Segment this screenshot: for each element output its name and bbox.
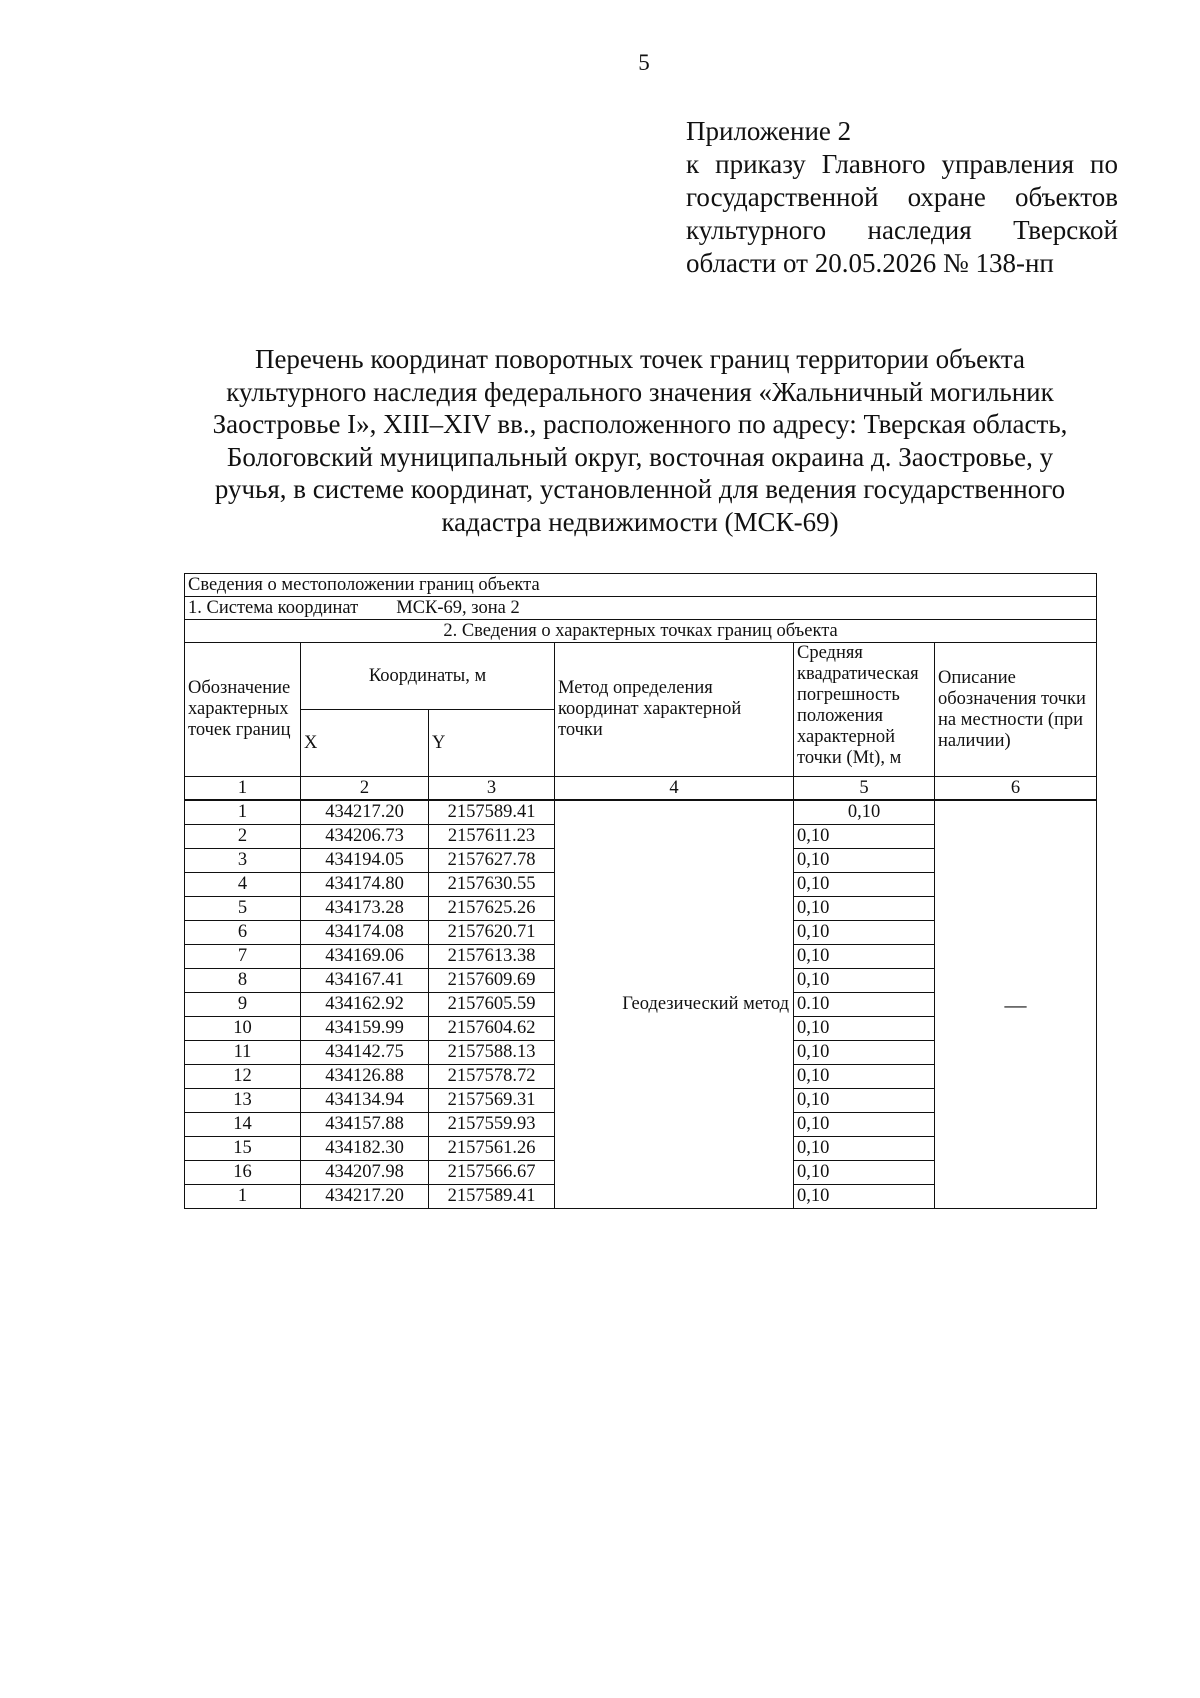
y-cell: 2157609.69 [429, 969, 555, 993]
header-coordinates: Координаты, м [301, 643, 555, 710]
appendix-header [686, 115, 1118, 280]
point-cell: 13 [185, 1089, 301, 1113]
precision-cell: 0,10 [794, 1113, 935, 1137]
header-method: Метод определения координат характерной точки [555, 643, 794, 777]
appendix-line: области от 20.05.2026 № 138-нп [686, 248, 1054, 278]
y-cell: 2157561.26 [429, 1137, 555, 1161]
x-cell: 434173.28 [301, 897, 429, 921]
point-cell: 2 [185, 825, 301, 849]
y-cell: 2157620.71 [429, 921, 555, 945]
title-line: кадастра недвижимости (МСК-69) [441, 506, 839, 537]
header-point-designation: Обозначение характерных точек границ [185, 643, 301, 777]
point-cell: 6 [185, 921, 301, 945]
y-cell: 2157613.38 [429, 945, 555, 969]
point-cell: 16 [185, 1161, 301, 1185]
x-cell: 434162.92 [301, 993, 429, 1017]
section-heading: 2. Сведения о характерных точках границ объекта [185, 620, 1097, 643]
table-row [185, 800, 1097, 825]
point-cell: 5 [185, 897, 301, 921]
coordinate-system-cell [185, 597, 1097, 620]
y-cell: 2157604.62 [429, 1017, 555, 1041]
precision-cell: 0,10 [794, 897, 935, 921]
point-cell: 7 [185, 945, 301, 969]
point-cell: 4 [185, 873, 301, 897]
point-cell: 12 [185, 1065, 301, 1089]
precision-cell: 0,10 [794, 1017, 935, 1041]
header-precision: Средняя квадратическая погрешность положения характерной точки (Mt), м [794, 643, 935, 777]
column-number: 5 [794, 777, 935, 801]
y-cell: 2157589.41 [429, 1185, 555, 1209]
precision-cell: 0,10 [794, 873, 935, 897]
x-cell: 434174.08 [301, 921, 429, 945]
x-cell: 434182.30 [301, 1137, 429, 1161]
point-cell: 15 [185, 1137, 301, 1161]
x-cell: 434217.20 [301, 800, 429, 825]
point-cell: 1 [185, 800, 301, 825]
y-cell: 2157627.78 [429, 849, 555, 873]
document-title [150, 343, 1130, 538]
x-cell: 434134.94 [301, 1089, 429, 1113]
precision-cell: 0,10 [794, 1041, 935, 1065]
point-cell: 9 [185, 993, 301, 1017]
column-number: 4 [555, 777, 794, 801]
coordinates-table [184, 573, 1097, 1209]
appendix-title: Приложение 2 [686, 116, 852, 146]
precision-cell: 0,10 [794, 1137, 935, 1161]
x-cell: 434217.20 [301, 1185, 429, 1209]
column-number: 2 [301, 777, 429, 801]
column-number: 3 [429, 777, 555, 801]
column-number: 1 [185, 777, 301, 801]
y-cell: 2157605.59 [429, 993, 555, 1017]
x-cell: 434207.98 [301, 1161, 429, 1185]
y-cell: 2157625.26 [429, 897, 555, 921]
precision-cell: 0,10 [794, 800, 935, 825]
y-cell: 2157559.93 [429, 1113, 555, 1137]
x-cell: 434126.88 [301, 1065, 429, 1089]
precision-cell: 0,10 [794, 825, 935, 849]
precision-cell: 0,10 [794, 1161, 935, 1185]
precision-cell: 0.10 [794, 993, 935, 1017]
x-cell: 434206.73 [301, 825, 429, 849]
point-cell: 8 [185, 969, 301, 993]
y-cell: 2157566.67 [429, 1161, 555, 1185]
x-cell: 434167.41 [301, 969, 429, 993]
y-cell: 2157578.72 [429, 1065, 555, 1089]
y-cell: 2157569.31 [429, 1089, 555, 1113]
precision-cell: 0,10 [794, 945, 935, 969]
title-line: ручья, в системе координат, установленной для ведения государственного [214, 474, 1066, 504]
title-line: культурного наследия федерального значения «Жальничный могильник [226, 376, 1054, 407]
info-heading: Сведения о местоположении границ объекта [185, 574, 1097, 597]
x-cell: 434169.06 [301, 945, 429, 969]
header-x: X [301, 710, 429, 777]
y-cell: 2157630.55 [429, 873, 555, 897]
title-line: Заостровье I», XIII–XIV вв., расположенного по адресу: Тверская область, [212, 409, 1068, 439]
point-cell: 14 [185, 1113, 301, 1137]
coordinate-system-value: МСК-69, зона 2 [396, 597, 520, 618]
precision-cell: 0,10 [794, 1065, 935, 1089]
description-cell: — [935, 800, 1097, 1209]
appendix-line: государственной охране объектов [686, 182, 1118, 212]
x-cell: 434194.05 [301, 849, 429, 873]
title-line: Перечень координат поворотных точек границ территории объекта [254, 344, 1026, 374]
y-cell: 2157588.13 [429, 1041, 555, 1065]
method-cell: Геодезический метод [555, 800, 794, 1209]
y-cell: 2157589.41 [429, 800, 555, 825]
point-cell: 3 [185, 849, 301, 873]
point-cell: 1 [185, 1185, 301, 1209]
precision-cell: 0,10 [794, 921, 935, 945]
precision-cell: 0,10 [794, 1185, 935, 1209]
precision-cell: 0,10 [794, 969, 935, 993]
x-cell: 434142.75 [301, 1041, 429, 1065]
point-cell: 10 [185, 1017, 301, 1041]
coordinate-system-label: 1. Система координат [188, 597, 359, 618]
point-cell: 11 [185, 1041, 301, 1065]
y-cell: 2157611.23 [429, 825, 555, 849]
precision-cell: 0,10 [794, 1089, 935, 1113]
title-line: Бологовский муниципальный округ, восточная окраина д. Заостровье, у [226, 441, 1054, 472]
x-cell: 434159.99 [301, 1017, 429, 1041]
header-description: Описание обозначения точки на местности (при наличии) [935, 643, 1097, 777]
precision-cell: 0,10 [794, 849, 935, 873]
x-cell: 434157.88 [301, 1113, 429, 1137]
x-cell: 434174.80 [301, 873, 429, 897]
page-number: 5 [638, 50, 650, 75]
appendix-line: культурного наследия Тверской [686, 215, 1118, 245]
header-y: Y [429, 710, 555, 777]
appendix-line: к приказу Главного управления по [686, 149, 1118, 179]
column-number: 6 [935, 777, 1097, 801]
